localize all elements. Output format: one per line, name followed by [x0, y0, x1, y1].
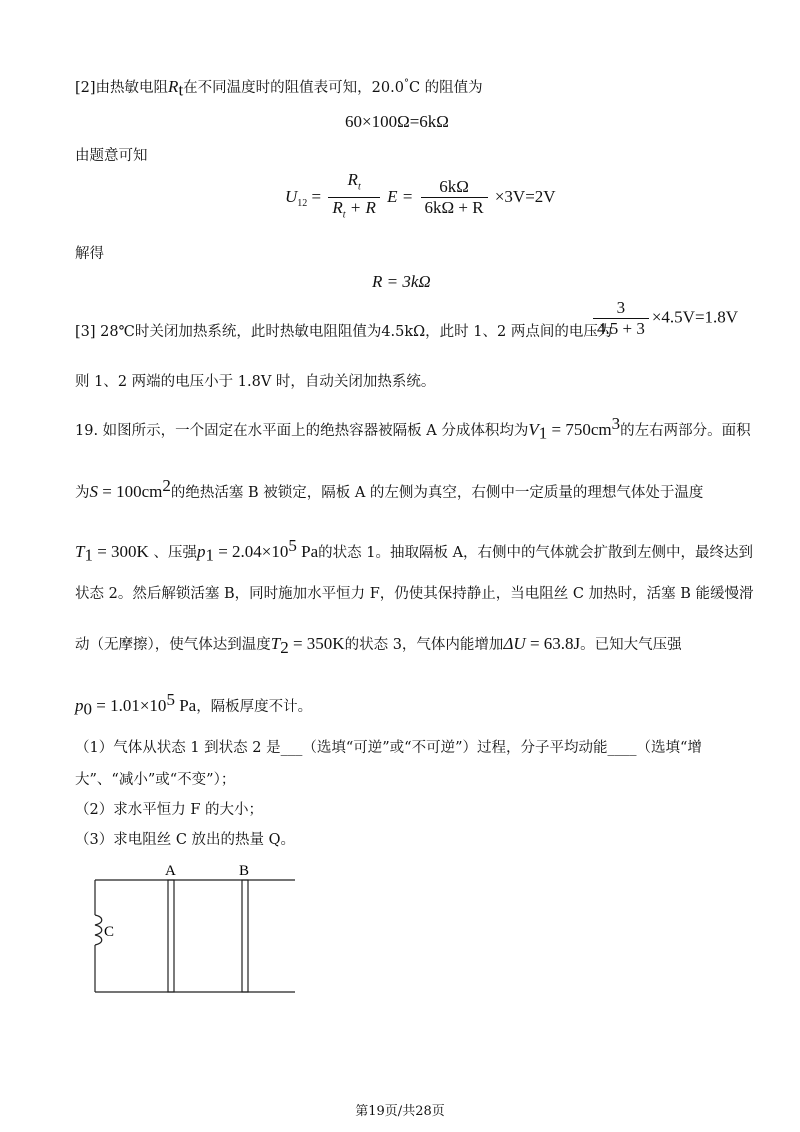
- question-19-line-4: 状态 2。然后解锁活塞 B，同时施加水平恒力 F，仍使其保持静止，当电阻丝 C 加热时，活塞 B 能缓慢滑: [75, 586, 754, 602]
- label-c: C: [104, 924, 115, 940]
- paragraph-step-2: [2]由热敏电阻$R_t$在不同温度时的阻值表可知，20.0°C 的阻值为: [75, 76, 483, 100]
- question-19-line-6: $p_0 = 1.01\times 10^5$ Pa，隔板厚度不计。: [75, 690, 313, 719]
- question-19-line-1: 19. 如图所示，一个固定在水平面上的绝热容器被隔板 A 分成体积均为$V_1 = 750cm^3$的左右两部分。面积: [75, 414, 751, 443]
- paragraph-conclusion: 则 1、2 两端的电压小于 1.8V 时，自动关闭加热系统。: [75, 374, 436, 390]
- fraction-rt: $\frac{R_t}{R_t + R}$: [328, 170, 380, 226]
- subquestion-2: （2）求水平恒力 F 的大小；: [75, 802, 264, 818]
- question-19-line-3: $T_1 = 300K$ 、压强$p_1 = 2.04\times 10^5$ Pa的状态 1。抽取隔板 A，右侧中的气体就会扩散到左侧中，最终达到: [75, 536, 754, 565]
- text-solve: 解得: [75, 246, 104, 262]
- question-19-line-5: 动（无摩擦），使气体达到温度$T_2 = 350K$的状态 3，气体内能增加ΔU = 63.8J。已知大气压强: [75, 634, 682, 657]
- page-footer: 第19页/共28页: [355, 1104, 445, 1119]
- label-a: A: [165, 863, 176, 879]
- equation-voltage: $U_{12}$ = $\frac{R_t}{R_t + R}$ E = $\frac{6k\Omega}{6k\Omega + R}$ ×3V=2V: [285, 170, 556, 226]
- subquestion-1-line-1: （1）气体从状态 1 到状态 2 是___（选填“可逆”或“不可逆”）过程，分子平均动能____（选填“增: [75, 740, 702, 756]
- question-19-line-2: 为$S = 100cm^2$的绝热活塞 B 被锁定，隔板 A 的左侧为真空，右侧中一定质量的理想气体处于温度: [75, 476, 704, 501]
- paragraph-step-3: [3] 28℃时关闭加热系统，此时热敏电阻阻值为4.5kΩ，此时 1、2 两点间的电压为: [75, 324, 613, 340]
- equation-r-result: R = 3kΩ: [372, 272, 431, 291]
- partition-a: [168, 880, 174, 992]
- label-b: B: [239, 863, 250, 879]
- piston-b: [242, 880, 248, 992]
- equation-step-3: $\frac{3}{4.5 + 3}$ ×4.5V=1.8V: [590, 298, 738, 339]
- subquestion-3: （3）求电阻丝 C 放出的热量 Q。: [75, 832, 296, 848]
- subquestion-1-line-2: 大”、“减小”或“不变”）；: [75, 772, 236, 788]
- fraction-kohm: $\frac{6k\Omega}{6k\Omega + R}$: [421, 177, 488, 218]
- heating-coil-c: [95, 915, 102, 945]
- equation-resistance-value: 60×100Ω=6kΩ: [345, 112, 449, 131]
- text-given: 由题意可知: [75, 148, 148, 164]
